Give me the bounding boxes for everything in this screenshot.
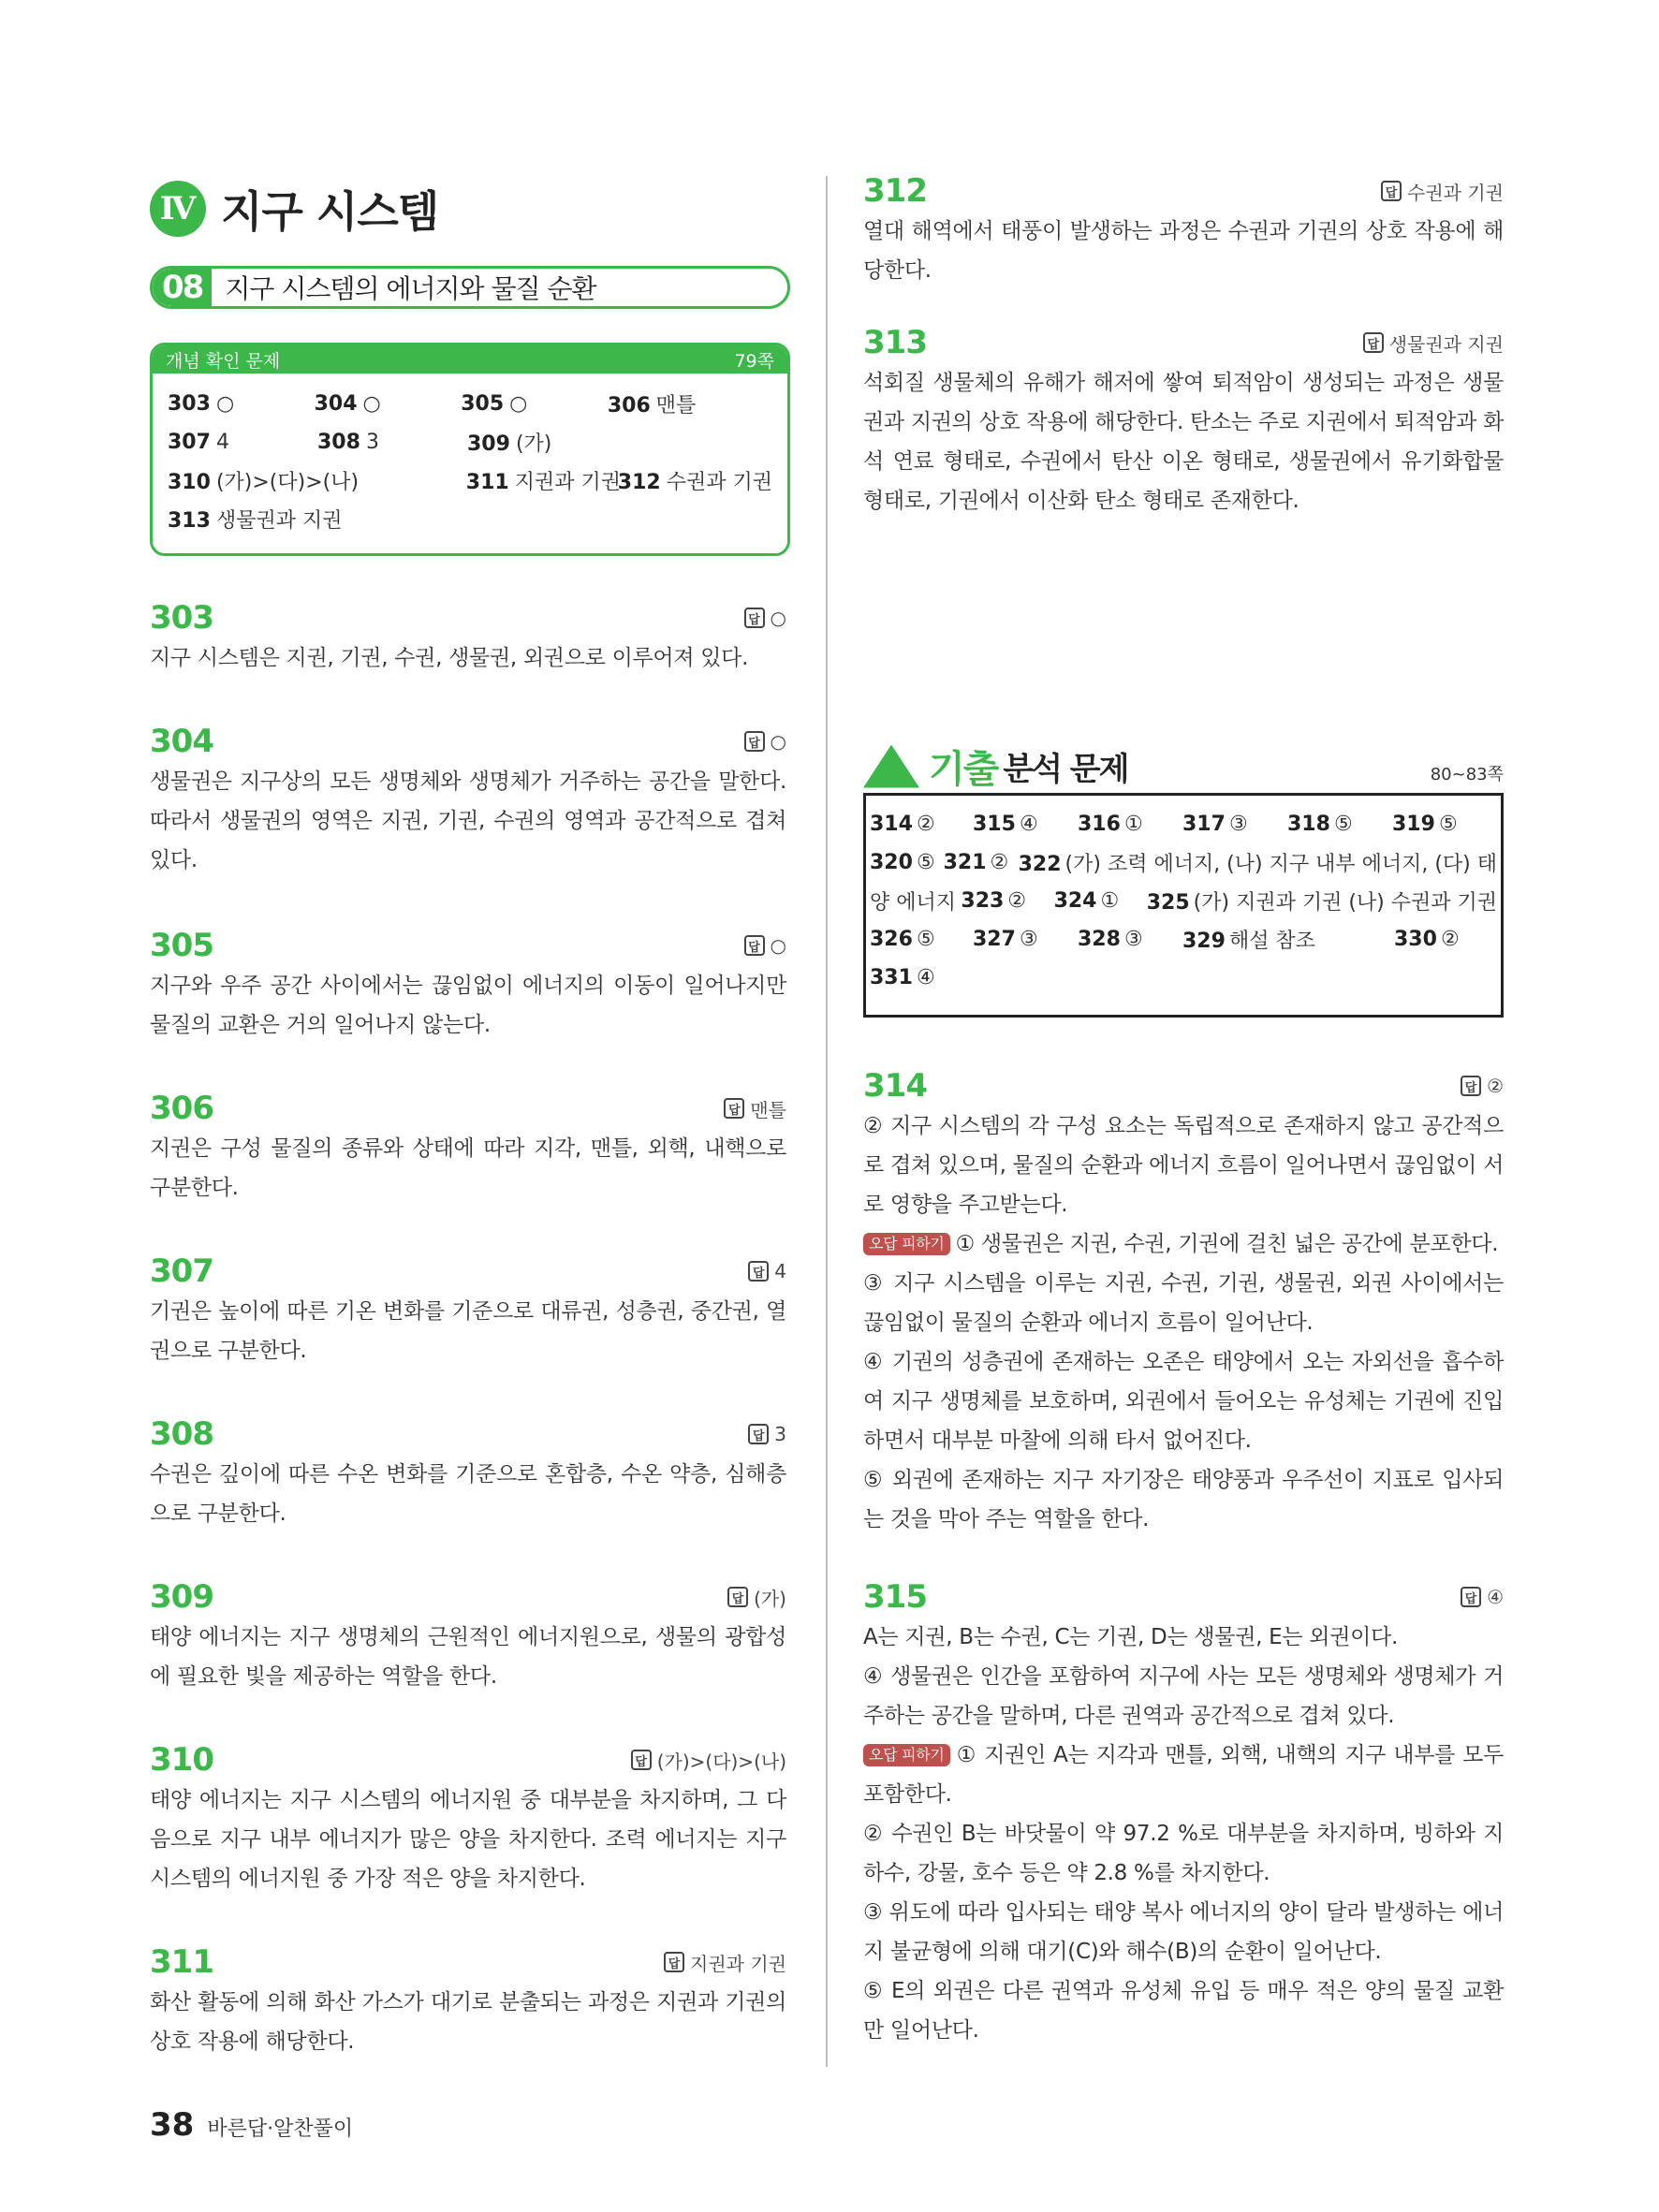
answer: 답 ②: [1461, 1075, 1504, 1097]
explanation-text: A는 지권, B는 수권, C는 기권, D는 생물권, E는 외권이다. ④ 생물권은 인간을 포함하여 지구에 사는 모든 생명체와 생명체가 거주하는 공간을 말하며, 다른 권역과 공간적으로 겹쳐 있다. 오답 피하기 ① 지권인 A는 지각과 맨틀, 외핵, 내핵의 지구 내부를 모두 포함한다. ② 수권인 B는 바닷물이 약 97.2 %로 대부분을 차지하며, 빙하와 지하수, 강물, 호수 등은 약 2.8 %를 차지한다. ③ 위도에 따라 입사되는 태양 복사 에너지의 양이 달라 발생하는 에너지 불균형에 의해 대기(C)와 해수(B)의 순환이 일어난다. ⑤ E의 외권은 다른 권역과 유성체 유입 등 매우 적은 양의 물질 교환만 일어난다.: [863, 1625, 1504, 2043]
column-divider: [826, 176, 828, 2067]
concept-answer-cell: 303 ○: [168, 392, 235, 416]
answer-icon: 답: [1461, 1076, 1481, 1096]
exam-cell: 316 ①: [1078, 813, 1143, 836]
explanation-text: 기권은 높이에 따른 기온 변화를 기준으로 대류권, 성층권, 중간권, 열권으로 구분한다.: [150, 1299, 786, 1363]
exam-title-green: 기출: [929, 748, 998, 791]
wrong-answer-tag: 오답 피하기: [863, 1744, 950, 1766]
answer-icon: 답: [664, 1952, 684, 1972]
exam-title-black: 분석 문제: [1003, 751, 1128, 788]
exam-badge-icon: [863, 745, 919, 788]
exam-row-5: [870, 959, 1497, 997]
problem-number: 308: [150, 1415, 213, 1453]
answer-icon: 답: [744, 608, 765, 628]
explanation-text: 지구 시스템은 지권, 기권, 수권, 생물권, 외권으로 이루어져 있다.: [150, 646, 749, 670]
exam-cell: 330 ②: [1394, 928, 1460, 951]
concept-box-header: [153, 345, 787, 374]
concept-box-answers: [153, 374, 787, 538]
exam-cell: 325 (가) 지권과 기권 (나) 수권과 기권: [1146, 891, 1497, 915]
exam-cell: 323 ②: [961, 889, 1027, 913]
exam-row-4: [870, 920, 1497, 959]
exam-cell: 328 ③: [1078, 928, 1143, 951]
exam-cell: 331 ④: [870, 966, 935, 989]
answer-icon: 답: [724, 1098, 744, 1119]
page-footer: [150, 2106, 353, 2144]
problem-number: 306: [150, 1090, 213, 1127]
exam-row-3: [870, 882, 1497, 920]
explanation-text: 지권은 구성 물질의 종류와 상태에 따라 지각, 맨틀, 외핵, 내핵으로 구분한다.: [150, 1136, 786, 1200]
exam-cell: 324 ①: [1053, 889, 1120, 913]
answer-icon: 답: [1381, 181, 1402, 201]
exam-cell: 320 ⑤: [870, 851, 935, 874]
exam-cell: 양 에너지: [870, 891, 957, 915]
exam-cell: 322 (가) 조력 에너지, (나) 지구 내부 에너지, (다) 태: [1018, 853, 1497, 876]
answer: 답 ○: [744, 730, 786, 753]
answer: 답 (가): [727, 1584, 786, 1611]
answer: 답 (가)>(다)>(나): [631, 1747, 786, 1774]
answer: 답 지권과 기권: [664, 1949, 786, 1976]
concept-row: [168, 500, 772, 538]
exam-cell: 321 ②: [943, 851, 1009, 874]
unit-title: 지구 시스템의 에너지와 물질 순환: [225, 273, 596, 304]
answer: 답 ○: [744, 607, 786, 629]
exam-box-page: 80~83쪽: [1430, 765, 1504, 784]
exam-box-bottom-rule: [863, 1015, 1504, 1018]
chapter-title: 지구 시스템: [221, 186, 439, 237]
answer-icon: 답: [748, 1424, 769, 1444]
exam-box-header: [863, 740, 1504, 796]
problem-number: 310: [150, 1741, 213, 1779]
unit-bar: [150, 266, 790, 309]
exam-cell: 327 ③: [973, 928, 1038, 951]
problem-305: [150, 927, 786, 1045]
answer: 답 3: [748, 1423, 786, 1445]
problem-number: 311: [150, 1943, 213, 1981]
problem-number: 313: [863, 324, 927, 361]
concept-box-page: 79쪽: [734, 350, 774, 372]
explanation-text: 태양 에너지는 지구 시스템의 에너지원 중 대부분을 차지하며, 그 다음으로 지구 내부 에너지가 많은 양을 차지한다. 조력 에너지는 지구 시스템의 에너지원 중 가장 적은 양을 차지한다.: [150, 1788, 786, 1891]
exam-cell: 314 ②: [870, 813, 935, 836]
answer-icon: 답: [727, 1587, 748, 1607]
concept-row: [168, 461, 772, 500]
explanation-text: 수권은 깊이에 따른 수온 변화를 기준으로 혼합층, 수온 약층, 심해층으로 구분한다.: [150, 1462, 786, 1526]
exam-box-answers: [863, 796, 1504, 1015]
problem-number: 315: [863, 1578, 927, 1616]
problem-number: 312: [863, 172, 927, 210]
problem-306: [150, 1090, 786, 1208]
exam-box-logo: [863, 740, 1128, 793]
concept-answer-cell: 312 수권과 기권: [617, 471, 772, 494]
answer: 답 맨틀: [724, 1095, 786, 1122]
exam-cell: 319 ⑤: [1392, 813, 1458, 836]
problem-number: 314: [863, 1067, 927, 1105]
answer: 답 ○: [744, 934, 786, 957]
concept-answer-cell: 313 생물권과 지권: [168, 509, 343, 533]
problem-304: [150, 723, 786, 880]
answer-icon: 답: [1363, 332, 1384, 353]
exam-row-1: [870, 805, 1497, 843]
exam-cell: 318 ⑤: [1287, 813, 1353, 836]
concept-check-box: [150, 343, 790, 556]
concept-answer-cell: 309 (가): [467, 432, 552, 456]
problem-307: [150, 1252, 786, 1370]
exam-row-2: [870, 843, 1497, 882]
problem-number: 303: [150, 599, 213, 637]
problem-number: 309: [150, 1578, 213, 1616]
concept-answer-cell: 311 지권과 기권: [465, 471, 621, 494]
concept-answer-cell: 310 (가)>(다)>(나): [168, 471, 360, 494]
explanation-text: 생물권은 지구상의 모든 생명체와 생명체가 거주하는 공간을 말한다. 따라서 생물권의 영역은 지권, 기권, 수권의 영역과 공간적으로 겹쳐 있다.: [150, 769, 786, 872]
explanation-text: 열대 해역에서 태풍이 발생하는 과정은 수권과 기권의 상호 작용에 해당한다.: [863, 219, 1504, 283]
problem-number: 304: [150, 723, 213, 760]
concept-answer-cell: 308 3: [317, 431, 379, 454]
problem-303: [150, 599, 786, 678]
answer-icon: 답: [748, 1261, 769, 1282]
answer: 답 생물권과 지권: [1363, 330, 1504, 357]
problem-311: [150, 1943, 786, 2061]
explanation-text: 화산 활동에 의해 화산 가스가 대기로 분출되는 과정은 지권과 기권의 상호 작용에 해당한다.: [150, 1990, 786, 2054]
unit-number: 08: [153, 269, 212, 306]
answer-icon: 답: [631, 1750, 652, 1770]
chapter-heading: [150, 178, 438, 240]
concept-answer-cell: 307 4: [168, 431, 229, 454]
concept-row: [168, 385, 772, 423]
answer: 답 수권과 기권: [1381, 178, 1504, 205]
answer: 답 ④: [1461, 1586, 1504, 1608]
answer-icon: 답: [744, 731, 765, 752]
exam-cell: 317 ③: [1182, 813, 1248, 836]
problem-308: [150, 1415, 786, 1533]
concept-row: [168, 423, 772, 461]
page-number: 38: [150, 2106, 195, 2144]
exam-analysis-box: [863, 740, 1504, 1018]
answer: 답 4: [748, 1260, 786, 1282]
problem-309: [150, 1578, 786, 1696]
problem-310: [150, 1741, 786, 1898]
problem-315: [863, 1578, 1504, 2050]
wrong-answer-tag: 오답 피하기: [863, 1233, 950, 1255]
problem-number: 307: [150, 1252, 213, 1290]
answer-icon: 답: [744, 935, 765, 956]
explanation-text: 태양 에너지는 지구 생명체의 근원적인 에너지원으로, 생물의 광합성에 필요한 빛을 제공하는 역할을 한다.: [150, 1625, 786, 1689]
problem-312: [863, 172, 1504, 290]
exam-cell: 329 해설 참조: [1182, 930, 1315, 953]
explanation-text: 석회질 생물체의 유해가 해저에 쌓여 퇴적암이 생성되는 과정은 생물권과 지권의 상호 작용에 해당한다. 탄소는 주로 지권에서 퇴적암과 화석 연료 형태로, 수권에서 탄산 이온 형태로, 생물권에서 유기화합물 형태로, 기권에서 이산화 탄소 형태로 존재한다.: [863, 371, 1504, 513]
exam-cell: 326 ⑤: [870, 928, 935, 951]
explanation-text: ② 지구 시스템의 각 구성 요소는 독립적으로 존재하지 않고 공간적으로 겹쳐 있으며, 물질의 순환과 에너지 흐름이 일어나면서 끊임없이 서로 영향을 주고받는다. 오답 피하기 ① 생물권은 지권, 수권, 기권에 걸친 넓은 공간에 분포한다. ③ 지구 시스템을 이루는 지권, 수권, 기권, 생물권, 외권 사이에서는 끊임없이 물질의 순환과 에너지 흐름이 일어난다. ④ 기권의 성층권에 존재하는 오존은 태양에서 오는 자외선을 흡수하여 지구 생명체를 보호하며, 외권에서 들어오는 유성체는 기권에 진입하면서 대부분 마찰에 의해 타서 없어진다. ⑤ 외권에 존재하는 지구 자기장은 태양풍과 우주선이 지표로 입사되는 것을 막아 주는 역할을 한다.: [863, 1114, 1504, 1531]
book-title: 바른답·알찬풀이: [207, 2117, 354, 2141]
concept-answer-cell: 306 맨틀: [607, 394, 697, 417]
answer-icon: 답: [1461, 1587, 1481, 1607]
problem-313: [863, 324, 1504, 520]
concept-answer-cell: 305 ○: [461, 392, 528, 416]
exam-cell: 315 ④: [973, 813, 1038, 836]
problem-314: [863, 1067, 1504, 1539]
problem-number: 305: [150, 927, 213, 964]
concept-answer-cell: 304 ○: [314, 392, 381, 416]
chapter-number-badge: Ⅳ: [150, 181, 206, 237]
concept-box-title: 개념 확인 문제: [166, 350, 281, 372]
explanation-text: 지구와 우주 공간 사이에서는 끊임없이 에너지의 이동이 일어나지만 물질의 교환은 거의 일어나지 않는다.: [150, 974, 786, 1037]
